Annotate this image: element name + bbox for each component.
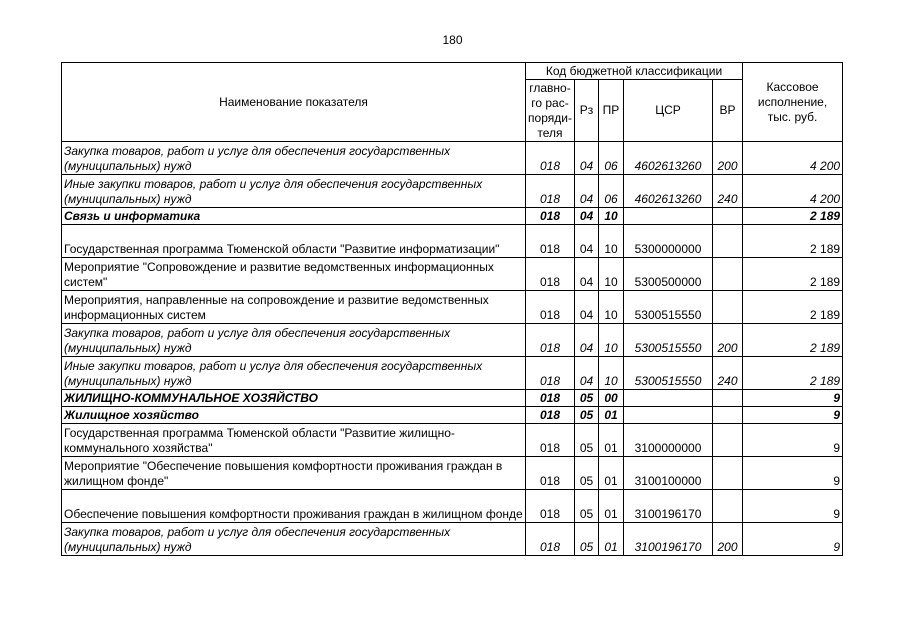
cell-csr bbox=[624, 208, 713, 225]
cell-pr: 01 bbox=[599, 490, 624, 523]
cell-csr: 4602613260 bbox=[624, 142, 713, 175]
table-row bbox=[62, 142, 843, 175]
cell-csr: 5300515550 bbox=[624, 357, 713, 390]
table-row bbox=[62, 407, 843, 424]
cell-vr bbox=[713, 291, 743, 324]
cell-rz: 05 bbox=[575, 424, 599, 457]
table-row bbox=[62, 258, 843, 291]
cell-vr bbox=[713, 457, 743, 490]
table-row bbox=[62, 424, 843, 457]
cell-glava: 018 bbox=[526, 291, 575, 324]
cell-amount: 2 189 bbox=[743, 324, 843, 357]
cell-name: Жилищное хозяйство bbox=[62, 407, 526, 424]
cell-vr bbox=[713, 407, 743, 424]
cell-rz: 04 bbox=[575, 175, 599, 208]
cell-pr: 10 bbox=[599, 258, 624, 291]
cell-rz: 04 bbox=[575, 142, 599, 175]
cell-glava: 018 bbox=[526, 490, 575, 523]
cell-csr: 3100196170 bbox=[624, 490, 713, 523]
cell-name: Мероприятие "Сопровождение и развитие ведомственных информационных систем" bbox=[62, 258, 526, 291]
table-row bbox=[62, 457, 843, 490]
cell-name: Мероприятия, направленные на сопровождение и развитие ведомственных информационных систем bbox=[62, 291, 526, 324]
cell-vr: 240 bbox=[713, 175, 743, 208]
cell-csr: 5300515550 bbox=[624, 324, 713, 357]
header-amount: Кассовое исполнение, тыс. руб. bbox=[743, 63, 843, 142]
cell-amount: 2 189 bbox=[743, 258, 843, 291]
page-number: 180 bbox=[442, 33, 463, 47]
table-row bbox=[62, 208, 843, 225]
cell-csr: 4602613260 bbox=[624, 175, 713, 208]
cell-pr: 10 bbox=[599, 208, 624, 225]
cell-rz: 05 bbox=[575, 490, 599, 523]
table-row bbox=[62, 291, 843, 324]
cell-amount: 9 bbox=[743, 424, 843, 457]
table-header bbox=[62, 63, 843, 142]
cell-amount: 9 bbox=[743, 490, 843, 523]
cell-glava: 018 bbox=[526, 175, 575, 208]
header-vr: ВР bbox=[713, 80, 743, 142]
cell-amount: 9 bbox=[743, 390, 843, 407]
cell-name: Связь и информатика bbox=[62, 208, 526, 225]
cell-amount: 2 189 bbox=[743, 291, 843, 324]
cell-rz: 05 bbox=[575, 390, 599, 407]
cell-pr: 01 bbox=[599, 457, 624, 490]
cell-name: Государственная программа Тюменской области "Развитие информатизации" bbox=[62, 225, 526, 258]
cell-vr: 200 bbox=[713, 324, 743, 357]
cell-rz: 05 bbox=[575, 457, 599, 490]
cell-rz: 04 bbox=[575, 208, 599, 225]
cell-vr bbox=[713, 225, 743, 258]
table-row bbox=[62, 175, 843, 208]
header-budget-code-group: Код бюджетной классификации bbox=[526, 63, 743, 80]
cell-name: Иные закупки товаров, работ и услуг для обеспечения государственных (муниципальных) нужд bbox=[62, 175, 526, 208]
cell-csr: 3100196170 bbox=[624, 523, 713, 556]
cell-pr: 01 bbox=[599, 523, 624, 556]
cell-name: Закупка товаров, работ и услуг для обеспечения государственных (муниципальных) нужд bbox=[62, 324, 526, 357]
cell-csr: 5300515550 bbox=[624, 291, 713, 324]
cell-pr: 10 bbox=[599, 324, 624, 357]
cell-vr bbox=[713, 490, 743, 523]
header-name: Наименование показателя bbox=[62, 63, 526, 142]
table-row bbox=[62, 324, 843, 357]
cell-vr bbox=[713, 424, 743, 457]
cell-vr bbox=[713, 208, 743, 225]
cell-amount: 4 200 bbox=[743, 175, 843, 208]
table-row bbox=[62, 225, 843, 258]
cell-glava: 018 bbox=[526, 357, 575, 390]
cell-amount: 9 bbox=[743, 523, 843, 556]
cell-pr: 01 bbox=[599, 424, 624, 457]
cell-glava: 018 bbox=[526, 457, 575, 490]
cell-name: Иные закупки товаров, работ и услуг для обеспечения государственных (муниципальных) нужд bbox=[62, 357, 526, 390]
cell-csr: 5300500000 bbox=[624, 258, 713, 291]
cell-vr: 200 bbox=[713, 142, 743, 175]
cell-amount: 2 189 bbox=[743, 225, 843, 258]
cell-pr: 10 bbox=[599, 291, 624, 324]
cell-csr bbox=[624, 390, 713, 407]
table-row bbox=[62, 490, 843, 523]
table-row bbox=[62, 357, 843, 390]
cell-pr: 10 bbox=[599, 357, 624, 390]
cell-csr bbox=[624, 407, 713, 424]
cell-vr: 240 bbox=[713, 357, 743, 390]
cell-csr: 3100000000 bbox=[624, 424, 713, 457]
cell-amount: 9 bbox=[743, 407, 843, 424]
header-rz: Рз bbox=[575, 80, 599, 142]
header-pr: ПР bbox=[599, 80, 624, 142]
cell-glava: 018 bbox=[526, 523, 575, 556]
cell-glava: 018 bbox=[526, 225, 575, 258]
budget-table bbox=[61, 62, 843, 556]
cell-rz: 04 bbox=[575, 291, 599, 324]
cell-glava: 018 bbox=[526, 324, 575, 357]
cell-glava: 018 bbox=[526, 142, 575, 175]
cell-name: Мероприятие "Обеспечение повышения комфортности проживания граждан в жилищном фонде" bbox=[62, 457, 526, 490]
header-csr: ЦСР bbox=[624, 80, 713, 142]
cell-glava: 018 bbox=[526, 424, 575, 457]
cell-pr: 00 bbox=[599, 390, 624, 407]
cell-amount: 9 bbox=[743, 457, 843, 490]
cell-pr: 10 bbox=[599, 225, 624, 258]
cell-rz: 04 bbox=[575, 324, 599, 357]
cell-glava: 018 bbox=[526, 407, 575, 424]
cell-vr bbox=[713, 258, 743, 291]
table-row bbox=[62, 390, 843, 407]
header-glava: главно-го рас-поряди-теля bbox=[526, 80, 575, 142]
cell-rz: 04 bbox=[575, 258, 599, 291]
cell-vr bbox=[713, 390, 743, 407]
cell-name: Государственная программа Тюменской области "Развитие жилищно-коммунального хозяйства" bbox=[62, 424, 526, 457]
cell-name: Обеспечение повышения комфортности проживания граждан в жилищном фонде bbox=[62, 490, 526, 523]
cell-glava: 018 bbox=[526, 208, 575, 225]
cell-rz: 04 bbox=[575, 357, 599, 390]
cell-rz: 05 bbox=[575, 407, 599, 424]
cell-amount: 2 189 bbox=[743, 208, 843, 225]
table-row bbox=[62, 523, 843, 556]
cell-amount: 2 189 bbox=[743, 357, 843, 390]
cell-pr: 06 bbox=[599, 142, 624, 175]
cell-vr: 200 bbox=[713, 523, 743, 556]
cell-name: ЖИЛИЩНО-КОММУНАЛЬНОЕ ХОЗЯЙСТВО bbox=[62, 390, 526, 407]
cell-glava: 018 bbox=[526, 390, 575, 407]
table-body bbox=[62, 142, 843, 556]
cell-name: Закупка товаров, работ и услуг для обеспечения государственных (муниципальных) нужд bbox=[62, 142, 526, 175]
cell-name: Закупка товаров, работ и услуг для обеспечения государственных (муниципальных) нужд bbox=[62, 523, 526, 556]
cell-rz: 04 bbox=[575, 225, 599, 258]
cell-glava: 018 bbox=[526, 258, 575, 291]
cell-amount: 4 200 bbox=[743, 142, 843, 175]
cell-pr: 06 bbox=[599, 175, 624, 208]
cell-csr: 3100100000 bbox=[624, 457, 713, 490]
cell-rz: 05 bbox=[575, 523, 599, 556]
cell-csr: 5300000000 bbox=[624, 225, 713, 258]
cell-pr: 01 bbox=[599, 407, 624, 424]
